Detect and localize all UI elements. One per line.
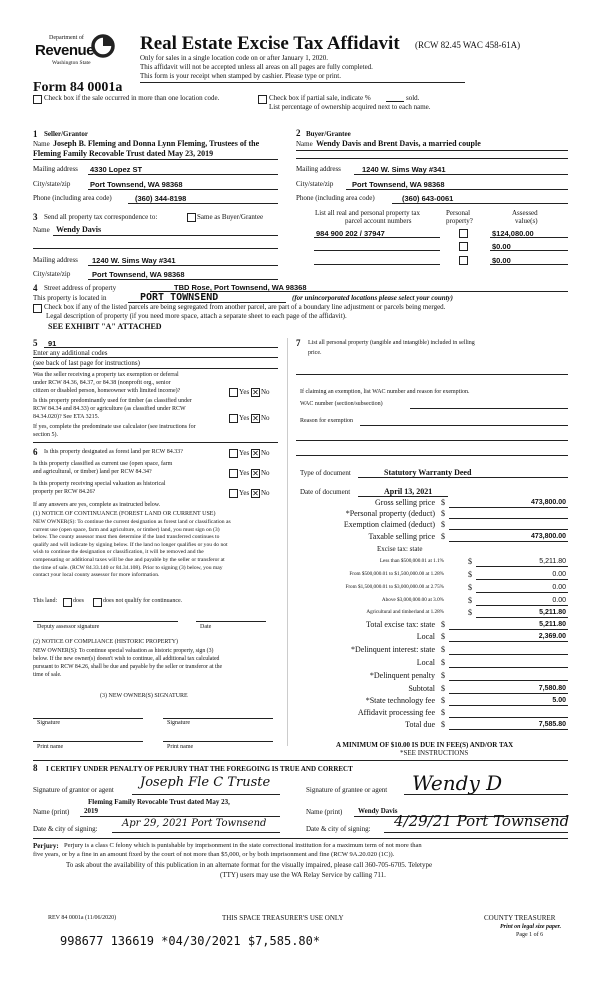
see-instructions: *SEE INSTRUCTIONS [400, 749, 469, 757]
deputy-date-label: Date [200, 624, 212, 630]
form-title: Real Estate Excise Tax Affidavit [140, 33, 400, 54]
list-percentage-label: List percentage of ownership acquired next to each name. [269, 103, 431, 111]
parcels-header-list2: parcel account numbers [345, 217, 412, 225]
parcel-number: 984 900 202 / 37947 [316, 229, 385, 238]
rev-number: REV 84 0001a (11/06/2020) [48, 915, 117, 921]
s6-q2-line2: and agricultural, or timber) land per RCW 84.34? [33, 469, 152, 475]
parcels-header-list: List all real and personal property tax [315, 209, 420, 217]
header-note2: This affidavit will not be accepted unless all areas on all pages are fully completed. [140, 63, 373, 71]
section-4-number: 4 [33, 283, 38, 293]
street-address: TBD Rose, Port Townsend, WA 98368 [174, 283, 307, 292]
dollar-sign: $ [441, 671, 445, 680]
cashier-stamp: 998677 136619 *04/30/2021 $7,585.80* [60, 934, 321, 948]
dollar-sign: $ [441, 720, 445, 729]
bracket-value: 0.00 [552, 597, 566, 604]
grantee-name-print-label: Name (print) [306, 808, 343, 816]
seller-phone-label: Phone (including area code) [33, 194, 112, 202]
dept-line2: Revenue [35, 42, 95, 59]
form-number: Form 84 0001a [33, 80, 123, 95]
assessed-value: $0.00 [492, 256, 511, 265]
s5-q2-yes-checkbox[interactable] [229, 414, 238, 423]
correspondence-city: Port Townsend, WA 98368 [92, 270, 185, 279]
section-5-number: 5 [33, 338, 38, 348]
s6-q3-line1: Is this property receiving special valuation as historical [33, 481, 166, 487]
grantee-signature[interactable]: Wendy D [412, 771, 503, 795]
revenue-swirl-icon [91, 33, 115, 59]
correspondence-city-label: City/state/zip [33, 270, 71, 278]
enter-codes-label: Enter any additional codes [33, 349, 108, 357]
tax-row-label: *Delinquent penalty [369, 671, 435, 680]
land-does-not-label: does not qualify for continuance. [103, 598, 183, 604]
dollar-sign: $ [441, 520, 445, 529]
dollar-sign: $ [441, 708, 445, 717]
tax-row-label: Affidavit processing fee [357, 708, 435, 717]
tax-row-label: *State technology fee [365, 696, 435, 705]
s7-exemption-claim: If claiming an exemption, list WAC number and reason for exemption. [300, 389, 470, 395]
s6-q1-no-checkbox[interactable]: ✕ [252, 449, 259, 458]
exhibit-a: SEE EXHIBIT "A" ATTACHED [48, 322, 162, 331]
s5-q2-line2: RCW 84.34 and 84.33) or agriculture (as classified under RCW [33, 406, 186, 412]
buyer-phone: (360) 643-0061 [402, 194, 454, 203]
doc-date-label: Date of document [300, 488, 351, 496]
tax-row-label: Local [416, 658, 435, 667]
dollar-sign: $ [441, 620, 445, 629]
no-label: No [261, 388, 270, 396]
buyer-mailing-label: Mailing address [296, 165, 341, 173]
s6-q2-yes-checkbox[interactable] [229, 469, 238, 478]
notice2-body [33, 647, 222, 679]
no-label: No [261, 449, 270, 457]
notice1-line: below. The county assessor must then determine if the land transferred continues to [33, 534, 220, 541]
s6-q2-line1: Is this property classified as current use (open space, farm [33, 461, 173, 467]
s5-q2-no-checkbox[interactable]: ✕ [252, 414, 259, 423]
s7-list-personal: List all personal property (tangible and intangible) included in selling [308, 340, 475, 346]
s6-q3-no-checkbox[interactable]: ✕ [252, 489, 259, 498]
seller-name-line2: Fleming Family Recovable Trust dated May 23, 2019 [33, 149, 214, 158]
grantee-print: Wendy Davis [358, 807, 398, 815]
land-does-label: does [73, 598, 84, 604]
dollar-sign: $ [441, 498, 445, 507]
dollar-sign: $ [441, 645, 445, 654]
dollar-sign: $ [468, 583, 472, 592]
grantee-sig-label: Signature of grantee or agent [306, 786, 388, 794]
grantee-date-city[interactable]: 4/29/21 Port Townsend [394, 812, 570, 830]
section-2-number: 2 [296, 128, 301, 138]
dollar-sign: $ [441, 658, 445, 667]
grantor-print-line2: 2019 [84, 807, 98, 815]
yes-label: Yes [239, 469, 250, 477]
certify-statement: I CERTIFY UNDER PENALTY OF PERJURY THAT THE FOREGOING IS TRUE AND CORRECT [46, 765, 353, 773]
dollar-sign: $ [441, 684, 445, 693]
located-note: (for unincorporated locations please select your county) [292, 294, 453, 302]
s5-q3-line2: section 5). [33, 432, 58, 438]
dollar-sign: $ [468, 596, 472, 605]
notice2-line: below. If the new owner(s) doesn't wish to continue, all additional tax calculated [33, 656, 220, 662]
notice1-line: NEW OWNER(S): To continue the current designation as forest land or classification as [33, 519, 231, 525]
form-rcw: (RCW 82.45 WAC 458-61A) [415, 40, 521, 50]
tax-row-label: Gross selling price [375, 498, 435, 507]
tax-row-label: Exemption claimed (deduct) [343, 520, 435, 529]
bracket-label: Above $3,000,000.00 at 3.0% [381, 597, 444, 603]
page-number: Page 1 of 6 [516, 932, 544, 938]
doc-type: Statutory Warranty Deed [384, 468, 472, 477]
correspondence-name-label: Name [33, 226, 50, 234]
bracket-label: Agricultural and timberland at 1.28% [366, 609, 444, 615]
buyer-name-label: Name [296, 140, 313, 148]
bracket-label: From $1,500,000.01 to $3,000,000.00 at 2.75% [345, 584, 444, 590]
alt-format-line2: (TTY) users may use the WA Relay Service by calling 711. [220, 871, 386, 879]
no-label: No [261, 414, 270, 422]
this-land-label: This land: [33, 598, 58, 604]
seller-city: Port Townsend, WA 98368 [90, 180, 183, 189]
seller-city-label: City/state/zip [33, 180, 71, 188]
no-label: No [261, 469, 270, 477]
s6-q2-no-checkbox[interactable]: ✕ [252, 469, 259, 478]
buyer-city-label: City/state/zip [296, 180, 334, 188]
notice2-line: time of sale. [33, 672, 62, 678]
bracket-label: Less than $500,000.01 at 1.1% [379, 558, 444, 564]
tax-row-value: 2,369.00 [538, 633, 566, 640]
seller-mailing: 4330 Lopez ST [90, 165, 143, 174]
buyer-heading: Buyer/Grantee [306, 130, 351, 138]
notice2-title: (2) NOTICE OF COMPLIANCE (HISTORIC PROPERTY) [33, 639, 179, 645]
parcels-header-personal2: property? [446, 217, 473, 225]
s5-q3-line1: If yes, complete the predominate use calculator (see instructions for [33, 424, 196, 430]
s6-q3-yes-checkbox[interactable] [229, 489, 238, 498]
land-does-not-checkbox[interactable] [93, 598, 102, 607]
assessed-value: $0.00 [492, 242, 511, 251]
buyer-city: Port Townsend, WA 98368 [352, 180, 445, 189]
same-as-buyer-checkbox[interactable] [187, 213, 196, 222]
tax-row-value: 5.00 [552, 697, 566, 704]
owner-signature-label-1: Signature [37, 720, 60, 726]
s7-price: price. [308, 350, 322, 356]
bracket-value: 0.00 [552, 584, 566, 591]
notice1-line: compensating or additional taxes will be due and payable by the seller or transferor at [33, 556, 225, 563]
s6-q1-yes-checkbox[interactable] [229, 449, 238, 458]
perjury-label: Perjury: [33, 842, 59, 850]
land-does-checkbox[interactable] [63, 598, 72, 607]
bracket-label: From $500,000.01 to $1,500,000.00 at 1.28% [349, 571, 444, 577]
owner-print-name-label-1: Print name [37, 744, 64, 750]
no-label: No [261, 489, 270, 497]
revenue-logo [35, 33, 117, 79]
tax-row-value: 5,211.80 [539, 621, 566, 628]
header-note1: Only for sales in a single location code on or after January 1, 2020. [140, 54, 328, 62]
s5-q1-no-checkbox[interactable]: ✕ [252, 388, 259, 397]
notice2-line: NEW OWNER(S): To continue special valuation as historic property, sign (3) [33, 648, 214, 654]
grantor-date-city-label: Date & city of signing: [33, 825, 98, 833]
s6-q1: Is this property designated as forest land per RCW 84.33? [44, 449, 183, 455]
dollar-sign: $ [468, 570, 472, 579]
dept-line1: Department of [49, 35, 84, 41]
tax-row-value: 7,580.80 [538, 685, 566, 692]
s6-if-yes: If any answers are yes, complete as instructed below. [33, 502, 161, 508]
s5-q2-line1: Is this property predominantly used for timber (as classified under [33, 398, 192, 404]
buyer-mailing: 1240 W. Sims Way #341 [362, 165, 446, 174]
seller-mailing-label: Mailing address [33, 165, 78, 173]
s5-q1-yes-checkbox[interactable] [229, 388, 238, 397]
notice1-line: the time of sale. (RCW 84.33.140 or 84.34.108). Prior to signing (3) below, you may [33, 564, 223, 571]
assessed-value: $124,080.00 [492, 229, 534, 238]
notice1-line: current use (open space, farm and agriculture, or timber) land, you must sign on (3) [33, 526, 220, 533]
yes-label: Yes [239, 489, 250, 497]
tax-row-label: Subtotal [408, 684, 435, 693]
partial-sold-label: sold. [406, 94, 420, 102]
s7-wac-label: WAC number (section/subsection) [300, 401, 383, 407]
tax-row-label: Taxable selling price [368, 532, 435, 541]
yes-label: Yes [239, 388, 250, 396]
dollar-sign: $ [441, 509, 445, 518]
dollar-sign: $ [441, 632, 445, 641]
partial-sale-label: Check box if partial sale, indicate % [269, 94, 371, 102]
excise-state-label: Excise tax: state [377, 545, 423, 553]
section-3-number: 3 [33, 212, 38, 222]
treasurer-use-only: THIS SPACE TREASURER'S USE ONLY [222, 914, 344, 922]
bracket-value: 0.00 [552, 571, 566, 578]
correspondence-label: Send all property tax correspondence to: [44, 213, 158, 221]
section-6-number: 6 [33, 447, 38, 457]
grantee-date-city-label: Date & city of signing: [306, 825, 371, 833]
personal-property-checkbox[interactable] [459, 256, 468, 265]
dept-line3: Washington State [52, 60, 91, 66]
personal-property-checkbox[interactable] [459, 242, 468, 251]
segregated-checkbox[interactable] [33, 304, 42, 313]
grantor-print-line1: Fleming Family Revocable Trust dated May 23, [88, 798, 230, 806]
seller-name-label: Name [33, 140, 50, 148]
doc-type-label: Type of document [300, 469, 351, 477]
location-code: 91 [48, 339, 57, 348]
county-treasurer: COUNTY TREASURER [484, 914, 556, 922]
notice1-line: qualify and will indicate by signing below. If the land no longer qualifies or you do not [33, 541, 228, 548]
dollar-sign: $ [468, 557, 472, 566]
grantor-signature[interactable]: Joseph Fle C Truste [140, 775, 271, 790]
s5-q1-line3: citizen or disabled person, homeowner with limited income)? [33, 388, 181, 394]
multi-location-checkbox[interactable] [33, 95, 42, 104]
s7-reason-label: Reason for exemption [300, 418, 353, 424]
perjury-line1: Perjury is a class C felony which is punishable by imprisonment in the state correctional institution for a maximum term of not more than [64, 842, 422, 849]
owner-signature-label-2: Signature [167, 720, 190, 726]
partial-sale-checkbox[interactable] [258, 95, 267, 104]
print-legal-size: Print on legal size paper. [500, 924, 562, 930]
tax-row-value: 7,585.80 [538, 721, 566, 728]
tax-row-label: *Personal property (deduct) [345, 509, 435, 518]
minimum-due: A MINIMUM OF $10.00 IS DUE IN FEE(S) AND/OR TAX [336, 741, 514, 749]
owner-print-name-label-2: Print name [167, 744, 194, 750]
tax-row-label: Local [416, 632, 435, 641]
correspondence-mailing-label: Mailing address [33, 256, 78, 264]
new-owner-sig-label: (3) NEW OWNER(S) SIGNATURE [100, 693, 188, 699]
yes-label: Yes [239, 449, 250, 457]
bracket-value: 5,211.80 [539, 609, 566, 616]
correspondence-name: Wendy Davis [56, 225, 102, 234]
notice1-line: contact your local county assessor for more information. [33, 572, 160, 579]
section-1-number: 1 [33, 129, 38, 139]
header-note3: This form is your receipt when stamped by cashier. Please type or print. [140, 72, 342, 80]
section-7-number: 7 [296, 338, 301, 348]
dollar-sign: $ [441, 532, 445, 541]
perjury-line2: five years, or by a fine in an amount fixed by the court of not more than $5,000, or by both imprisonment and fine (RCW 9A.20.020 (1C)). [33, 851, 395, 858]
section-8-number: 8 [33, 763, 38, 773]
notice1-line: wish to continue the designation or classification, it will be removed and the [33, 549, 204, 556]
grantor-date-city[interactable]: Apr 29, 2021 Port Townsend [122, 818, 267, 829]
parcels-header-personal: Personal [446, 209, 471, 217]
tax-row-value: 473,800.00 [530, 533, 566, 540]
correspondence-mailing: 1240 W. Sims Way #341 [92, 256, 176, 265]
located-label: This property is located in [33, 294, 107, 302]
s6-q3-line2: property per RCW 84.26? [33, 489, 96, 495]
tax-row-label: *Delinquent interest: state [351, 645, 435, 654]
legal-desc-label: Legal description of property (if you need more space, attach a separate sheet to each page of the affidavit). [46, 312, 347, 320]
seller-name-line1: Joseph B. Fleming and Donna Lynn Fleming, Trustees of the [53, 139, 260, 148]
s5-q2-line3: 84.34.020)? See ETA 3215. [33, 414, 100, 420]
dollar-sign: $ [441, 696, 445, 705]
notice1-body [33, 519, 231, 580]
tax-row-label: Total due [405, 720, 435, 729]
personal-property-checkbox[interactable] [459, 229, 468, 238]
buyer-phone-label: Phone (including area code) [296, 194, 375, 202]
grantor-sig-label: Signature of grantor or agent [33, 786, 114, 794]
dollar-sign: $ [468, 608, 472, 617]
see-back-label: (see back of last page for instructions) [33, 359, 140, 367]
same-as-buyer-label: Same as Buyer/Grantee [197, 213, 264, 221]
located-value[interactable]: PORT TOWNSEND [140, 292, 219, 303]
parcels-header-assessed2: value(s) [515, 217, 538, 225]
notice2-line: pursuant to RCW 84.26, shall be due and payable by the seller or transferor at the [33, 664, 223, 670]
yes-label: Yes [239, 414, 250, 422]
seller-heading: Seller/Grantor [44, 130, 88, 138]
alt-format-line1: To ask about the availability of this publication in an alternate format for the visually impaired, please call 360-705-6705. Teletype [66, 861, 433, 869]
s5-q1-line2: under RCW 84.36, 84.37, or 84.38 (nonprofit org., senior [33, 380, 171, 386]
multi-location-label: Check box if the sale occurred in more than one location code. [44, 94, 220, 102]
seller-phone: (360) 344-8198 [135, 194, 187, 203]
doc-date: April 13, 2021 [384, 487, 433, 496]
tax-row-value: 473,800.00 [530, 499, 566, 506]
tax-row-label: Total excise tax: state [366, 620, 435, 629]
grantor-name-print-label: Name (print) [33, 808, 70, 816]
buyer-name: Wendy Davis and Brent Davis, a married couple [316, 139, 481, 148]
segregated-label: Check box if any of the listed parcels are being segregated from another parcel, are part of a boundary line adjustment or parcels being merged. [44, 303, 446, 311]
street-address-label: Street address of property [44, 284, 117, 292]
notice1-title: (1) NOTICE OF CONTINUANCE (FOREST LAND OR CURRENT USE) [33, 511, 216, 517]
bracket-value: 5,211.80 [539, 558, 566, 565]
parcels-header-assessed: Assessed [512, 209, 538, 217]
s5-q1-line1: Was the seller receiving a property tax exemption or deferral [33, 372, 179, 378]
deputy-sig-label: Deputy assessor signature [37, 624, 100, 630]
